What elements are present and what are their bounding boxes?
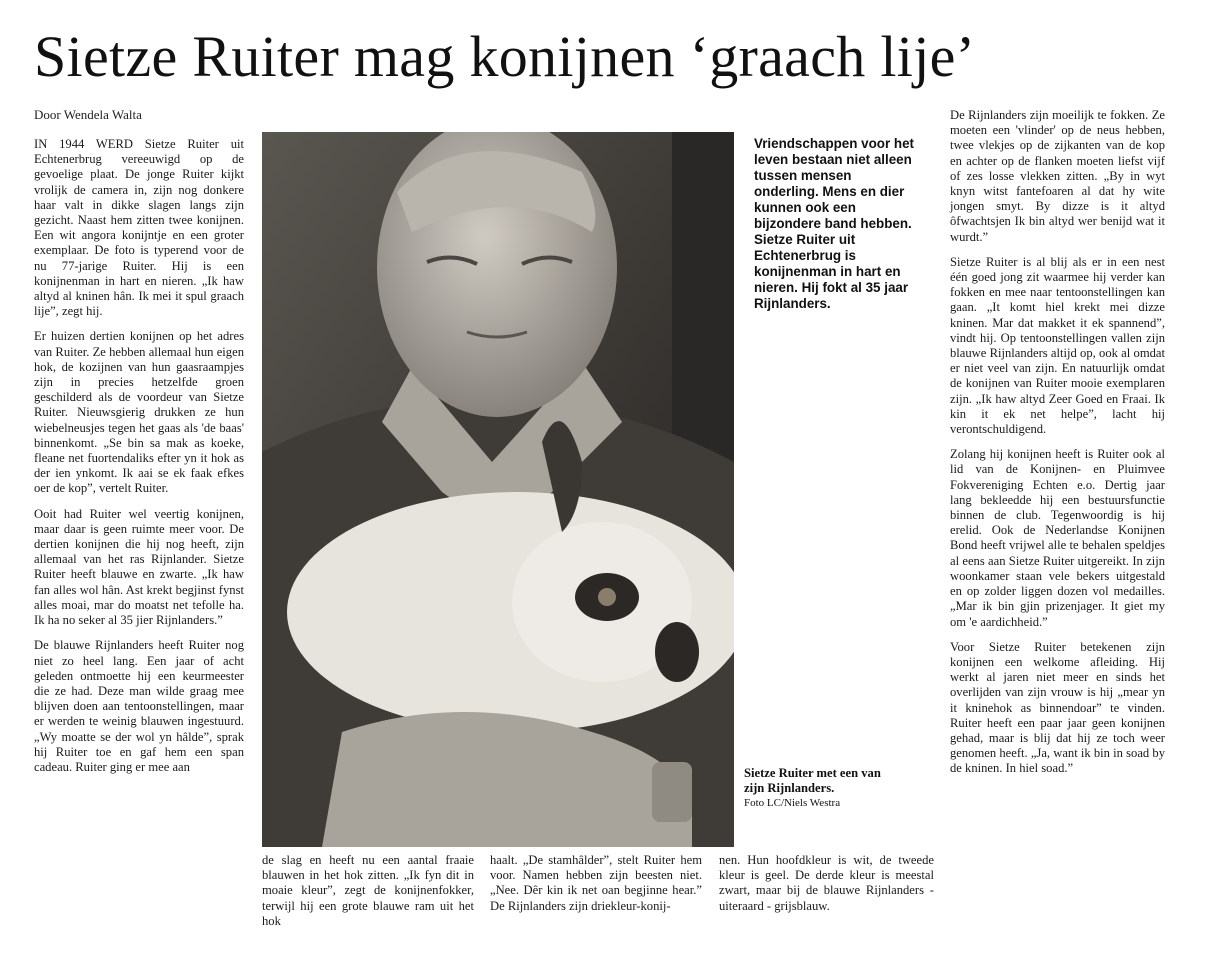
paragraph: De blauwe Rijnlanders heeft Ruiter nog niet zo heel lang. Een jaar of acht geleden ontmoette hij een keurmeester die ze had. Deze man wilde graag mee blijven doen aan tentoonstellingen, maar er werden te weinig blauwen ingestuurd. „Wy moatte se der wol yn hâlde”, sprak hij Ruiter toe en gaf hem een span cadeau. Ruiter ging er mee aan	[34, 638, 244, 774]
photo-man-with-rabbit	[262, 132, 734, 847]
paragraph: IN 1944 WERD Sietze Ruiter uit Echtenerbrug vereeuwigd op de gevoelige plaat. De jonge Ruiter kijkt vrolijk de camera in, zijn nog donkere haar valt in dikke slagen langs zijn gezicht. Naast hem zitten twee konijnen. Een wit angora konijntje en een groter exemplaar. De foto is typerend voor de nu 77-jarige Ruiter. Hij is een konijnenman in hart en nieren. „Ik haw altyd al kninen hân. Ik mei it spul graach lije”, zegt hij.	[34, 137, 244, 319]
article-column-4	[719, 853, 934, 914]
paragraph: nen. Hun hoofdkleur is wit, de tweede kleur is geel. De derde kleur is meestal zwart, maar bij de blauwe Rijnlanders - uiteraard - grijsblauw.	[719, 853, 934, 913]
paragraph: De Rijnlanders zijn moeilijk te fokken. Ze moeten een 'vlinder' op de neus hebben, twee vlekjes op de zijkanten van de kop en achter op de flanken moeten liefst vijf of zes losse vlekken zitten. „By in wyt knyn witst fantefoaren al dat hy wite jongen smyt. By dizze is it altyd ôfwachtsjen Ik bin altyd wer benijd wat it wurdt.”	[950, 108, 1165, 244]
article-column-3	[490, 853, 702, 914]
photo-caption	[744, 766, 894, 811]
byline: Door Wendela Walta	[34, 107, 142, 122]
paragraph: Er huizen dertien konijnen op het adres van Ruiter. Ze hebben allemaal hun eigen hok, de kozijnen van hun gaasraampjes zijn in precies hetzelfde groen geschilderd als de voordeur van Sietze Ruiter. Nieuwsgierig drukken ze hun wiebelneusjes tegen het gaas als 'de baas' binnenkomt. „Se bin sa mak as koeke, fleane net fuortendaliks efter yn it hok as der ien ynkomt. Ik aai se ek faak efkes oer de kop”, vertelt Ruiter.	[34, 329, 244, 496]
paragraph: Zolang hij konijnen heeft is Ruiter ook al lid van de Konijnen- en Pluimvee Fokvereniging Echten e.o. Dertig jaar lang bekleedde hij een bestuursfunctie binnen de club. Tegenwoordig is hij erelid. Ook de Nederlandse Konijnen Bond heeft vrijwel alle te behalen speldjes al eens aan Sietze Ruiter uitgereikt. In zijn woonkamer staan vele bekers uitgestald en op zolder liggen dozen vol medailles. „Mar ik bin gjin prizenjager. It giet my om 'e aardichheid.”	[950, 447, 1165, 629]
paragraph: de slag en heeft nu een aantal fraaie blauwen in het hok zitten. „Ik fyn dit in moaie kleur”, zegt de konijnenfokker, terwijl hij een grote blauwe ram uit het hok	[262, 853, 474, 928]
caption-credit: Foto LC/Niels Westra	[744, 797, 841, 809]
paragraph: Sietze Ruiter is al blij als er in een nest één goed jong zit waarmee hij verder kan fokken en mee naar tentoonstellingen kan gaan. „It komt hiel krekt mei dizze kninen. Mar dat makket it ek spannend”, vindt hij. Op tentoonstellingen vallen zijn blauwe Rijnlanders altijd op, ook al omdat er niet veel van zijn. En natuurlijk omdat de konijnen van Ruiter mooie exemplaren zijn. „Ik haw altyd Zeer Goed en Fraai. Ik kin it ek net helpe”, lacht hij verontschuldigend.	[950, 254, 1165, 437]
paragraph: haalt. „De stamhâlder”, stelt Ruiter hem voor. Namen hebben zijn beesten niet. „Nee. Dêr kin ik net oan begjinne hear.” De Rijnlanders zijn driekleur-konij-	[490, 853, 702, 913]
headline: Sietze Ruiter mag konijnen ‘graach lije’	[34, 24, 976, 89]
paragraph: Voor Sietze Ruiter betekenen zijn konijnen een welkome afleiding. Hij werkt al jaren niet meer en sinds het overlijden van zijn vrouw is hij „mear yn it kninehok as binnendoar” te vinden. Ruiter heeft een paar jaar geen konijnen gehad, maar is blij dat hij ze toch weer genomen heeft. „Ja, want ik bin in soad by de kninen. In hiel soad.”	[950, 639, 1165, 776]
article-column-5	[950, 108, 1165, 777]
intro-text: Vriendschappen voor het leven bestaan niet alleen tussen mensen onderling. Mens en dier kunnen ook een bijzondere band hebben. Sietze Ruiter uit Echtenerbrug is konijnenman in hart en nieren. Hij fokt al 35 jaar Rijnlanders.	[754, 136, 914, 311]
article-column-1	[34, 137, 244, 775]
article-photo	[262, 132, 734, 847]
article-column-2	[262, 853, 474, 929]
caption-title: Sietze Ruiter met een van zijn Rijnlanders.	[744, 766, 881, 795]
paragraph: Ooit had Ruiter wel veertig konijnen, maar daar is geen ruimte meer voor. De dertien konijnen die hij nog heeft, zijn allemaal van het ras Rijnlander. Sietze Ruiter heeft blauwe en zwarte. „Ik haw fan alles wol hân. Ast krekt begjinst fynst alles moai, mar do moatst net tefolle ha. Ik ha no seker al 35 jier Rijnlanders.”	[34, 506, 244, 628]
